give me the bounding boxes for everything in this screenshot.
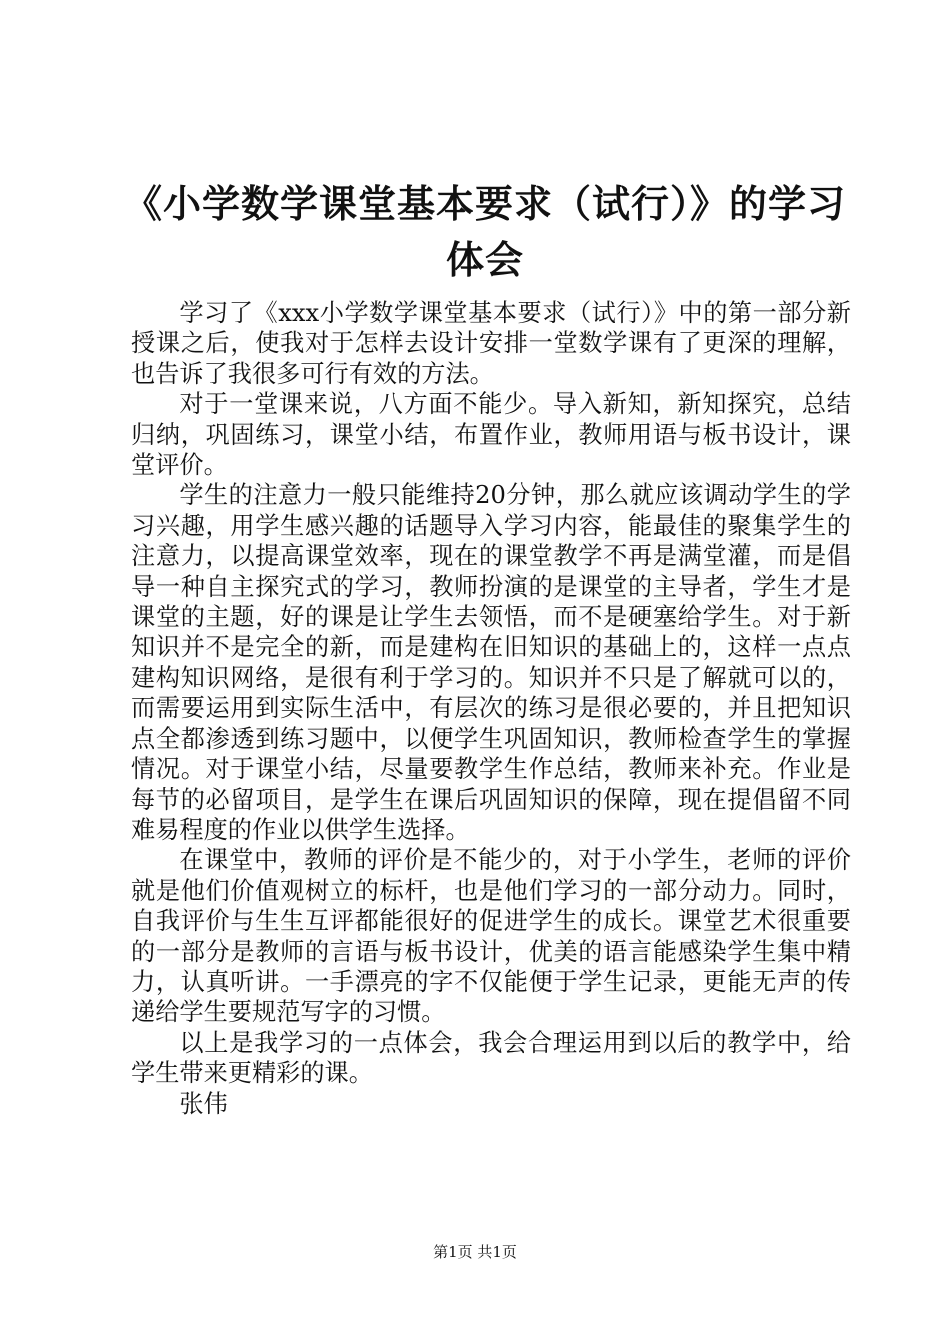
body-paragraph: 以上是我学习的一点体会，我会合理运用到以后的教学中，给学生带来更精彩的课。	[131, 1028, 851, 1088]
document-title: 《小学数学课堂基本要求（试行）》的学习体会	[123, 182, 846, 282]
page-footer: 第1页 共1页	[433, 1243, 517, 1261]
body-paragraph: 学生的注意力一般只能维持20分钟，那么就应该调动学生的学习兴趣，用学生感兴趣的话题导入学习内容，能最佳的聚集学生的注意力，以提高课堂效率，现在的课堂教学不再是满堂灌，而是倡导一种自主探究式的学习，教师扮演的是课堂的主导者，学生才是课堂的主题，好的课是让学生去领悟，而不是硬塞给学生。对于新知识并不是完全的新，而是建构在旧知识的基础上的，这样一点点建构知识网络，是很有利于学习的。知识并不只是了解就可以的，而需要运用到实际生活中，有层次的练习是很必要的，并且把知识点全都渗透到练习题中，以便学生巩固知识，教师检查学生的掌握情况。对于课堂小结，尽量要教学生作总结，教师来补充。作业是每节的必留项目，是学生在课后巩固知识的保障，现在提倡留不同难易程度的作业以供学生选择。	[131, 481, 851, 844]
body-paragraph: 学习了《xxx小学数学课堂基本要求（试行）》中的第一部分新授课之后，使我对于怎样去设计安排一堂数学课有了更深的理解，也告诉了我很多可行有效的方法。	[131, 299, 851, 388]
document-body	[131, 298, 851, 1119]
body-paragraph: 对于一堂课来说，八方面不能少。导入新知，新知探究，总结归纳，巩固练习，课堂小结，布置作业，教师用语与板书设计，课堂评价。	[131, 390, 851, 480]
body-paragraph: 在课堂中，教师的评价是不能少的，对于小学生，老师的评价就是他们价值观树立的标杆，也是他们学习的一部分动力。同时，自我评价与生生互评都能很好的促进学生的成长。课堂艺术很重要的一部分是教师的言语与板书设计，优美的语言能感染学生集中精力，认真听讲。一手漂亮的字不仅能便于学生记录，更能无声的传递给学生要规范写字的习惯。	[131, 846, 851, 1027]
author-signature: 张伟	[179, 1089, 228, 1118]
